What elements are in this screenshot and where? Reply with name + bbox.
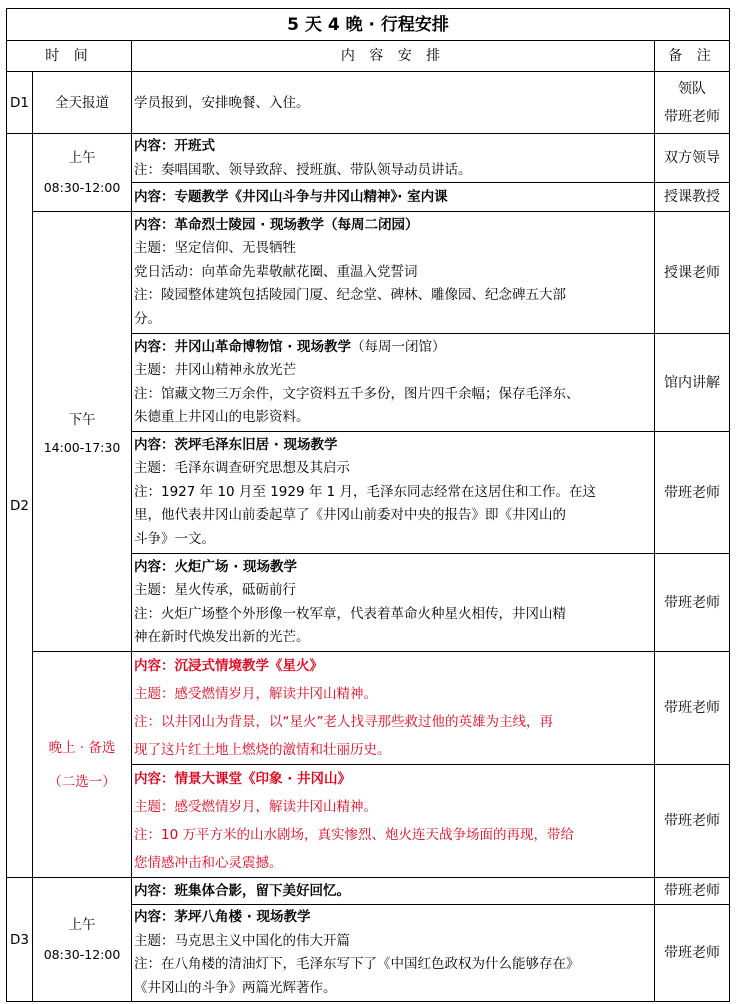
note-d2-opening: 双方领导: [655, 134, 730, 183]
item-d2-cemetery: 内容：革命烈士陵园 · 现场教学（每周二闭园） 主题：坚定信仰、无畏牺牲 党日活动：向革命先辈敬献花圈、重温入党誓词 注：陵园整体建筑包括陵园门厦、纪念堂、碑林、雕像园、纪念碑五大部 分。: [132, 212, 655, 334]
day-label-d3: D3: [7, 878, 33, 1002]
item-d2-spark-show: 内容：沉浸式情境教学《星火》 主题：感受燃情岁月，解读井冈山精神。 注：以井冈山为背景，以“星火”老人找寻那些救过他的英雄为主线，再 现了这片红土地上燃烧的激情和壮丽历史。: [132, 652, 655, 765]
note-d2-spark-show: 带班老师: [655, 652, 730, 765]
time-d2-afternoon: 下午 14:00-17:30: [33, 212, 132, 652]
item-d3-octagon-tower: 内容：茅坪八角楼 · 现场教学 主题：马克思主义中国化的伟大开篇 注：在八角楼的清油灯下，毛泽东写下了《中国红色政权为什么能够存在》 《井冈山的斗争》两篇光辉著作。: [132, 905, 655, 1002]
item-d2-museum: 内容：井冈山革命博物馆 · 现场教学（每周一闭馆） 主题：井冈山精神永放光芒 注：馆藏文物三万余件，文字资料五千多份，图片四千余幅；保存毛泽东、 朱德重上井冈山的电影资料。: [132, 334, 655, 432]
content-d1: 学员报到，安排晚餐、入住。: [132, 72, 655, 134]
time-d2-evening: 晚上 · 备选 （二选一）: [33, 652, 132, 878]
item-d3-group-photo: 内容：班集体合影，留下美好回忆。: [132, 878, 655, 905]
note-d1: 领队 带班老师: [655, 72, 730, 134]
header-time: 时 间: [7, 41, 132, 72]
itinerary-table: [6, 8, 730, 1002]
note-d2-torch-square: 带班老师: [655, 554, 730, 652]
item-d2-lecture: 内容：专题教学《井冈山斗争与井冈山精神》· 室内课: [132, 183, 655, 212]
note-d3-octagon-tower: 带班老师: [655, 905, 730, 1002]
note-d2-lecture: 授课教授: [655, 183, 730, 212]
note-d2-residence: 带班老师: [655, 432, 730, 554]
day-label-d1: D1: [7, 72, 33, 134]
item-d2-torch-square: 内容：火炬广场 · 现场教学 主题：星火传承，砥砺前行 注：火炬广场整个外形像一枚军章，代表着革命火种星火相传，井冈山精 神在新时代焕发出新的光芒。: [132, 554, 655, 652]
time-d1: 全天报道: [33, 72, 132, 134]
day-label-d2: D2: [7, 134, 33, 878]
time-d3-morning: 上午 08:30-12:00: [33, 878, 132, 1002]
note-d2-cemetery: 授课老师: [655, 212, 730, 334]
table-title: 5 天 4 晚 · 行程安排: [7, 9, 730, 41]
item-d2-opening: 内容：开班式 注：奏唱国歌、领导致辞、授班旗、带队领导动员讲话。: [132, 134, 655, 183]
note-d3-group-photo: 带班老师: [655, 878, 730, 905]
header-content: 内 容 安 排: [132, 41, 655, 72]
note-d2-impression-show: 带班老师: [655, 765, 730, 878]
header-note: 备 注: [655, 41, 730, 72]
time-d2-morning: 上午 08:30-12:00: [33, 134, 132, 212]
item-d2-residence: 内容：茨坪毛泽东旧居 · 现场教学 主题：毛泽东调查研究思想及其启示 注：1927 年 10 月至 1929 年 1 月，毛泽东同志经常在这居住和工作。在这 里，他代表井冈山前委起草了《井冈山前委对中央的报告》即《井冈山的 斗争》一文。: [132, 432, 655, 554]
item-d2-impression-show: 内容：情景大课堂《印象 · 井冈山》 主题：感受燃情岁月，解读井冈山精神。 注：10 万平方米的山水剧场，真实惨烈、炮火连天战争场面的再现，带给 您情感冲击和心灵震撼。: [132, 765, 655, 878]
note-d2-museum: 馆内讲解: [655, 334, 730, 432]
